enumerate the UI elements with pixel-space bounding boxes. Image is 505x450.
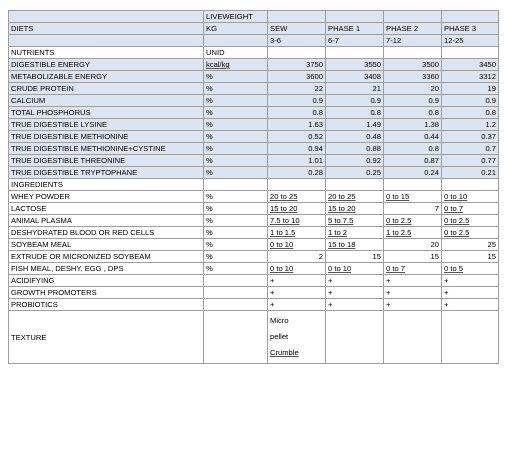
nutrient-name: TRUE DIGESTIBLE TRYPTOPHANE <box>9 167 204 179</box>
nutrient-sew-value: 0.94 <box>268 143 326 155</box>
ingredient-phase2-value: + <box>384 287 442 299</box>
header-sew: SEW <box>268 23 326 35</box>
nutrient-phase3-value: 3450 <box>442 59 499 71</box>
nutrient-phase2-value: 0.87 <box>384 155 442 167</box>
ingredient-phase2-value: 0 to 15 <box>384 191 442 203</box>
ingredient-sew-value: 15 to 20 <box>268 203 326 215</box>
ingredient-row <box>9 227 499 239</box>
nutrient-phase1-value: 21 <box>326 83 384 95</box>
ingredient-row <box>9 287 499 299</box>
nutrient-unit: % <box>204 107 268 119</box>
nutrient-name: CALCIUM <box>9 95 204 107</box>
nutrient-name: TRUE DIGESTIBLE METHIONINE+CYSTINE <box>9 143 204 155</box>
ingredient-name: ANIMAL PLASMA <box>9 215 204 227</box>
ingredient-phase3-value: 0 to 5 <box>442 263 499 275</box>
nutrient-sew-value: 0.8 <box>268 107 326 119</box>
ingredient-name: SOYBEAM MEAL <box>9 239 204 251</box>
nutrient-phase3-value: 0.37 <box>442 131 499 143</box>
ingredient-name: DESHYDRATED BLOOD OR RED CELLS <box>9 227 204 239</box>
ingredient-row <box>9 299 499 311</box>
blank-cell <box>326 179 384 191</box>
blank-cell <box>384 47 442 59</box>
ingredient-phase3-value: + <box>442 287 499 299</box>
ingredient-phase2-value: 7 <box>384 203 442 215</box>
nutrient-sew-value: 0.9 <box>268 95 326 107</box>
nutrient-sew-value: 1.01 <box>268 155 326 167</box>
texture-line-1: Micro <box>270 316 289 325</box>
nutrient-name: TRUE DIGESTIBLE METHIONINE <box>9 131 204 143</box>
ingredient-sew-value: 2 <box>268 251 326 263</box>
nutrient-phase3-value: 3312 <box>442 71 499 83</box>
ingredient-phase3-value: 0 to 10 <box>442 191 499 203</box>
ingredient-phase3-value: + <box>442 299 499 311</box>
ingredients-title: INGREDIENTS <box>9 179 204 191</box>
nutrient-phase2-value: 0.24 <box>384 167 442 179</box>
header-diets: DIETS <box>9 23 204 35</box>
ingredient-phase1-value: 5 to 7.5 <box>326 215 384 227</box>
ingredient-sew-value: + <box>268 287 326 299</box>
header-phase1-range: 6-7 <box>326 35 384 47</box>
nutrient-phase2-value: 0.44 <box>384 131 442 143</box>
ingredient-phase3-value: 0 to 7 <box>442 203 499 215</box>
nutrient-unit: % <box>204 155 268 167</box>
header-phase2: PHASE 2 <box>384 23 442 35</box>
nutrient-phase3-value: 0.8 <box>442 107 499 119</box>
ingredient-name: EXTRUDE OR MICRONIZED SOYBEAM <box>9 251 204 263</box>
blank-cell <box>268 179 326 191</box>
header-row-2 <box>9 23 499 35</box>
header-phase2-range: 7-12 <box>384 35 442 47</box>
nutrient-unit: % <box>204 119 268 131</box>
nutrient-phase3-value: 0.21 <box>442 167 499 179</box>
nutrient-name: TOTAL PHOSPHORUS <box>9 107 204 119</box>
ingredient-name: PROBIOTICS <box>9 299 204 311</box>
ingredient-phase1-value: 15 to 18 <box>326 239 384 251</box>
nutrient-row <box>9 131 499 143</box>
ingredient-row <box>9 215 499 227</box>
nutrient-unit: % <box>204 71 268 83</box>
nutrient-sew-value: 1.63 <box>268 119 326 131</box>
ingredient-unit: % <box>204 215 268 227</box>
ingredient-name: LACTOSE <box>9 203 204 215</box>
nutrient-unit: % <box>204 143 268 155</box>
nutrient-name: TRUE DIGESTIBLE LYSINE <box>9 119 204 131</box>
texture-sew <box>268 311 326 364</box>
ingredient-phase2-value: 20 <box>384 239 442 251</box>
nutrient-phase3-value: 1.2 <box>442 119 499 131</box>
ingredient-phase3-value: 0 to 2.5 <box>442 215 499 227</box>
nutrient-phase1-value: 0.48 <box>326 131 384 143</box>
nutrient-row <box>9 155 499 167</box>
ingredient-name: ACIDIFYING <box>9 275 204 287</box>
texture-line-2: pellet <box>270 332 289 341</box>
nutrient-sew-value: 3600 <box>268 71 326 83</box>
ingredient-phase3-value: 15 <box>442 251 499 263</box>
ingredient-unit: % <box>204 191 268 203</box>
ingredient-phase1-value: + <box>326 275 384 287</box>
nutrient-row <box>9 143 499 155</box>
ingredient-name: WHEY POWDER <box>9 191 204 203</box>
ingredient-unit <box>204 299 268 311</box>
nutrient-phase2-value: 3500 <box>384 59 442 71</box>
nutrient-phase2-value: 20 <box>384 83 442 95</box>
nutrient-phase1-value: 0.9 <box>326 95 384 107</box>
ingredient-phase3-value: 25 <box>442 239 499 251</box>
nutrient-sew-value: 22 <box>268 83 326 95</box>
nutrient-phase1-value: 0.88 <box>326 143 384 155</box>
ingredient-unit: % <box>204 203 268 215</box>
ingredient-unit: % <box>204 227 268 239</box>
ingredient-sew-value: 0 to 10 <box>268 239 326 251</box>
nutrient-sew-value: 0.52 <box>268 131 326 143</box>
ingredient-sew-value: + <box>268 275 326 287</box>
ingredients-title-row <box>9 179 499 191</box>
ingredient-phase1-value: 20 to 25 <box>326 191 384 203</box>
blank-cell <box>442 179 499 191</box>
ingredient-unit: % <box>204 239 268 251</box>
nutrient-name: DIGESTIBLE ENERGY <box>9 59 204 71</box>
ingredient-phase2-value: + <box>384 275 442 287</box>
nutrient-unit: % <box>204 131 268 143</box>
nutrient-name: CRUDE PROTEIN <box>9 83 204 95</box>
nutrient-phase1-value: 0.8 <box>326 107 384 119</box>
ingredient-sew-value: 0 to 10 <box>268 263 326 275</box>
ingredient-unit <box>204 287 268 299</box>
header-phase3-range: 12-25 <box>442 35 499 47</box>
ingredient-phase1-value: + <box>326 287 384 299</box>
blank-cell <box>204 311 268 364</box>
header-sew-range: 3-6 <box>268 35 326 47</box>
nutrients-title-row <box>9 47 499 59</box>
nutrient-sew-value: 3750 <box>268 59 326 71</box>
ingredient-row <box>9 251 499 263</box>
header-p3-blank <box>442 11 499 23</box>
nutrient-row <box>9 59 499 71</box>
nutrient-sew-value: 0.28 <box>268 167 326 179</box>
blank-cell <box>384 311 442 364</box>
diet-table <box>8 10 499 364</box>
ingredient-phase1-value: 15 to 20 <box>326 203 384 215</box>
header-diets-cell-1 <box>9 11 204 23</box>
ingredient-unit: % <box>204 263 268 275</box>
header-phase1: PHASE 1 <box>326 23 384 35</box>
header-liveweight: LIVEWEIGHT <box>204 11 268 23</box>
nutrient-row <box>9 83 499 95</box>
ingredient-phase2-value: 15 <box>384 251 442 263</box>
nutrient-row <box>9 71 499 83</box>
ingredient-phase1-value: 0 to 10 <box>326 263 384 275</box>
nutrient-row <box>9 107 499 119</box>
ingredient-row <box>9 191 499 203</box>
ingredient-unit: % <box>204 251 268 263</box>
header-p1-blank <box>326 11 384 23</box>
blank-cell <box>442 47 499 59</box>
nutrient-unit: % <box>204 95 268 107</box>
nutrient-phase2-value: 3360 <box>384 71 442 83</box>
blank-cell <box>384 179 442 191</box>
nutrient-phase3-value: 0.7 <box>442 143 499 155</box>
ingredient-sew-value: 20 to 25 <box>268 191 326 203</box>
nutrient-phase2-value: 0.8 <box>384 143 442 155</box>
blank-cell <box>204 179 268 191</box>
header-kg: KG <box>204 23 268 35</box>
nutrient-phase3-value: 0.9 <box>442 95 499 107</box>
texture-line-3: Crumble <box>270 348 299 357</box>
nutrient-name: METABOLIZABLE ENERGY <box>9 71 204 83</box>
texture-label: TEXTURE <box>9 311 204 364</box>
nutrient-phase2-value: 0.9 <box>384 95 442 107</box>
nutrient-phase1-value: 3408 <box>326 71 384 83</box>
ingredient-name: FISH MEAL, DESHY. EGG , DPS <box>9 263 204 275</box>
unid-label: UNID <box>204 47 268 59</box>
nutrient-row <box>9 95 499 107</box>
nutrient-row <box>9 167 499 179</box>
nutrient-phase3-value: 19 <box>442 83 499 95</box>
nutrient-name: TRUE DIGESTIBLE THREONINE <box>9 155 204 167</box>
texture-row <box>9 311 499 364</box>
ingredient-unit <box>204 275 268 287</box>
ingredient-row <box>9 239 499 251</box>
ingredient-phase2-value: 0 to 7 <box>384 263 442 275</box>
ingredient-phase2-value: 0 to 2.5 <box>384 215 442 227</box>
ingredient-phase3-value: 0 to 2.5 <box>442 227 499 239</box>
ingredient-phase1-value: + <box>326 299 384 311</box>
nutrients-title: NUTRIENTS <box>9 47 204 59</box>
header-diets-cell-3 <box>9 35 204 47</box>
nutrient-phase2-value: 1.38 <box>384 119 442 131</box>
header-p2-blank <box>384 11 442 23</box>
ingredient-phase2-value: + <box>384 299 442 311</box>
ingredient-phase3-value: + <box>442 275 499 287</box>
ingredient-phase2-value: 1 to 2.5 <box>384 227 442 239</box>
ingredient-sew-value: + <box>268 299 326 311</box>
header-kg-cell-3 <box>204 35 268 47</box>
ingredient-row <box>9 263 499 275</box>
header-row-1 <box>9 11 499 23</box>
nutrient-unit: % <box>204 167 268 179</box>
nutrient-phase1-value: 0.25 <box>326 167 384 179</box>
blank-cell <box>326 311 384 364</box>
header-row-3 <box>9 35 499 47</box>
nutrient-phase2-value: 0.8 <box>384 107 442 119</box>
nutrient-unit: % <box>204 83 268 95</box>
nutrient-phase3-value: 0.77 <box>442 155 499 167</box>
nutrient-phase1-value: 1.49 <box>326 119 384 131</box>
blank-cell <box>268 47 326 59</box>
ingredient-row <box>9 275 499 287</box>
nutrient-row <box>9 119 499 131</box>
ingredient-sew-value: 1 to 1.5 <box>268 227 326 239</box>
ingredient-phase1-value: 15 <box>326 251 384 263</box>
ingredient-sew-value: 7.5 to 10 <box>268 215 326 227</box>
blank-cell <box>442 311 499 364</box>
header-sew-blank <box>268 11 326 23</box>
nutrient-phase1-value: 0.92 <box>326 155 384 167</box>
nutrient-phase1-value: 3550 <box>326 59 384 71</box>
ingredient-name: GROWTH PROMOTERS <box>9 287 204 299</box>
blank-cell <box>326 47 384 59</box>
header-phase3: PHASE 3 <box>442 23 499 35</box>
ingredient-row <box>9 203 499 215</box>
nutrient-unit: kcal/kg <box>204 59 268 71</box>
ingredient-phase1-value: 1 to 2 <box>326 227 384 239</box>
